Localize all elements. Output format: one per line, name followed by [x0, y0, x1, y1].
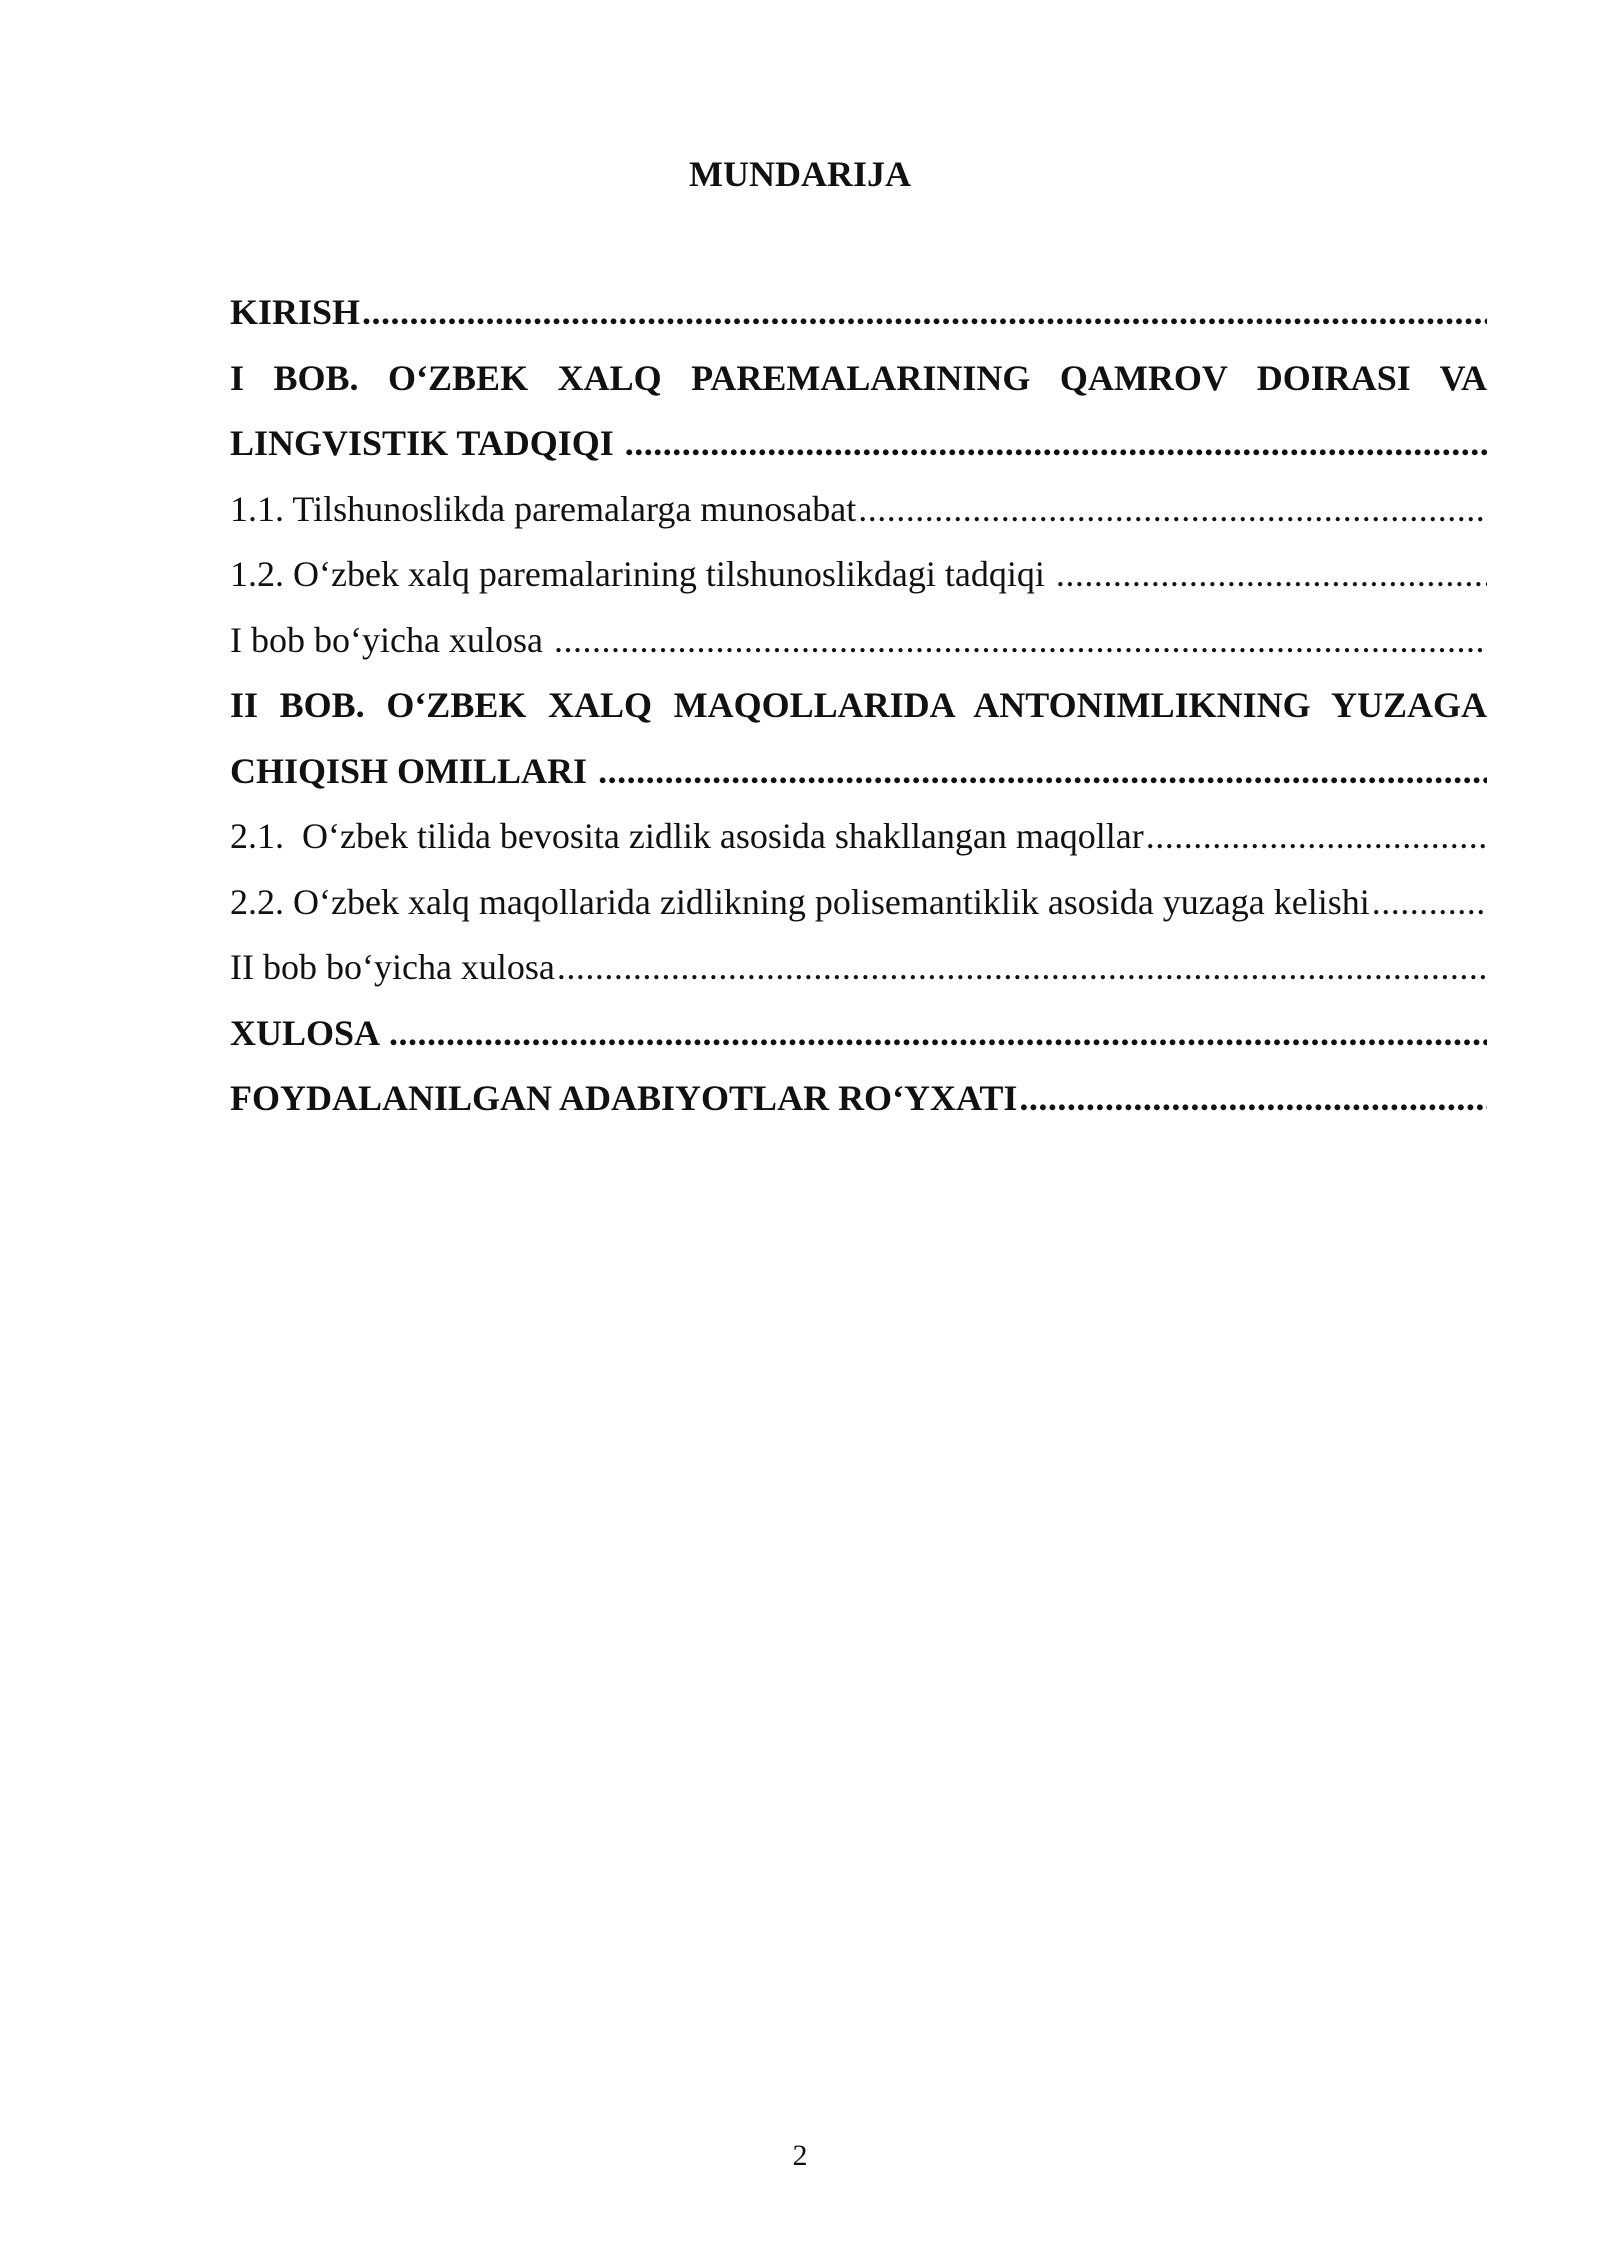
dot-leader	[362, 280, 1487, 346]
toc-entry-chapter-1[interactable]	[230, 411, 1487, 477]
dot-leader	[389, 1001, 1487, 1067]
toc-entry-label: 2.2. O‘zbek xalq maqollarida zidlikning polisemantiklik asosida yuzaga kelishi	[230, 881, 1370, 922]
page-title: MUNDARIJA	[689, 154, 911, 194]
toc-entry-label: XULOSA	[230, 1012, 388, 1053]
toc-entry-kirish[interactable]	[230, 280, 1487, 346]
dot-leader	[625, 411, 1487, 477]
toc-entry-label: II BOB. O‘ZBEK XALQ MAQOLLARIDA ANTONIMLIKNING YUZAGA	[230, 685, 1487, 725]
dot-leader	[554, 608, 1487, 674]
toc-entry-label: CHIQISH OMILLARI	[230, 750, 597, 791]
toc-entry-label: I BOB. O‘ZBEK XALQ PAREMALARINING QAMROV DOIRASI VA	[230, 357, 1487, 398]
toc-entry-section-1-1[interactable]	[230, 477, 1487, 543]
table-of-contents	[230, 280, 1487, 1132]
toc-entry-label: KIRISH	[230, 292, 361, 332]
toc-entry-label: 1.1. Tilshunoslikda paremalarga munosabat	[230, 488, 857, 529]
toc-entry-chapter-2-line-1[interactable]	[230, 673, 1487, 739]
dot-leader	[1146, 804, 1487, 870]
dot-leader	[557, 935, 1487, 1001]
toc-entry-label: 2.1. O‘zbek tilida bevosita zidlik asosida shakllangan maqollar	[230, 816, 1144, 856]
toc-entry-chapter-1-conclusion[interactable]	[230, 608, 1487, 674]
toc-entry-section-1-2[interactable]	[230, 542, 1487, 608]
toc-entry-label: FOYDALANILGAN ADABIYOTLAR RO‘YXATI	[230, 1078, 1018, 1118]
toc-entry-section-2-1[interactable]	[230, 804, 1487, 870]
toc-entry-label: 1.2. O‘zbek xalq paremalarining tilshunoslikdagi tadqiqi	[230, 554, 1054, 594]
dot-leader	[1019, 1066, 1487, 1132]
dot-leader	[858, 477, 1487, 543]
dot-leader	[1372, 870, 1487, 936]
dot-leader	[1056, 542, 1487, 608]
page-number: 2	[792, 2139, 808, 2172]
toc-entry-section-2-2[interactable]	[230, 870, 1487, 936]
toc-entry-references[interactable]	[230, 1066, 1487, 1132]
toc-entry-chapter-2-conclusion[interactable]	[230, 935, 1487, 1001]
toc-entry-label: II bob bo‘yicha xulosa	[230, 947, 555, 987]
toc-entry-xulosa[interactable]	[230, 1001, 1487, 1067]
toc-entry-chapter-2[interactable]	[230, 739, 1487, 805]
toc-entry-chapter-1-line-1[interactable]	[230, 346, 1487, 412]
toc-entry-label: I bob bo‘yicha xulosa	[230, 619, 552, 660]
dot-leader	[598, 739, 1487, 805]
toc-entry-label: LINGVISTIK TADQIQI	[230, 423, 623, 463]
